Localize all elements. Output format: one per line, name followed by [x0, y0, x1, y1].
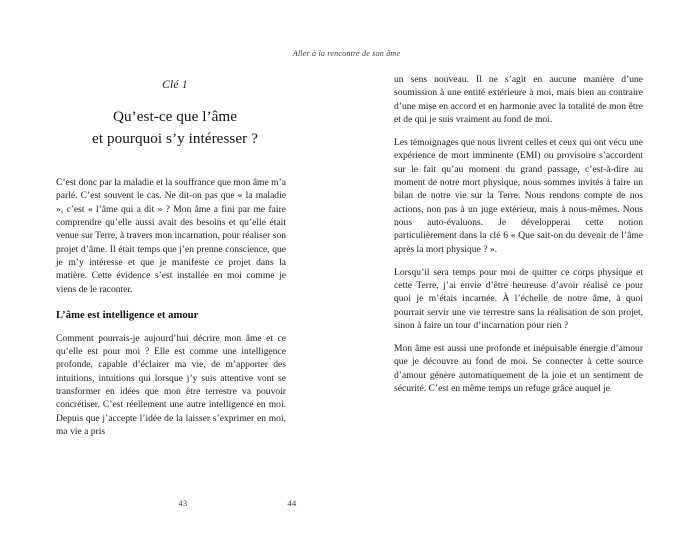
chapter-title-line-1: Qu’est-ce que l’âme [112, 107, 238, 125]
page-title [40, 106, 310, 150]
page-right [287, 0, 700, 550]
paragraph: Lorsqu’il sera temps pour moi de quitter ce corps physique et cette Terre, j’ai envie d’être heureuse d’avoir réalisé ce pour quoi je m’étais incarnée. À l’échelle de notre âme, à quoi pourrait servir une vie terrestre sans la réalisation de son projet, sinon à faire un tour d’incarnation pour rien ? [394, 266, 643, 332]
paragraph: Les témoignages que nous livrent celles et ceux qui ont vécu une expérience de mort imminente (EMI) ou provisoire s’accordent sur le fait qu’au moment du grand passage, c’est-à-dire au moment de notre mort physique, nous sommes invités à faire un bilan de notre vie sur la Terre. Nous rendons compte de nos actions, non pas à un juge extérieur, mais à nous-mêmes. Nous nous auto-évaluons. Je développerai cette notion particulièrement dans la clé 6 « Que sait-on du devenir de l’âme après la mort physique ? ». [394, 136, 643, 255]
running-header: Aller à la rencontre de son âme [292, 49, 401, 58]
paragraph: C’est donc par la maladie et la souffrance que mon âme m’a parlé. C’est souvent le cas. Ne dit-on pas que « la maladie », c’est « l’âme qui a dit » ? Mon âme a fini par me faire comprendre qu’elle aussi avait des besoins et qu’elle était venue sur Terre, à travers mon incarnation, pour réaliser son projet d’âme. Il était temps que j’en prenne conscience, que je m’y intéresse et que je manifeste ce projet dans la matière. Cette évidence s’est installée en moi comme je viens de le raconter. [56, 177, 286, 295]
page-number-left: 43 [178, 499, 188, 508]
paragraph: Mon âme est aussi une profonde et inépuisable énergie d’amour que je découvre au fond de moi. Se connecter à cette source d’amour génère automatiquement de la joie et un sentiment de sécurité. C’est en même temps un refuge grâce auquel je [394, 342, 643, 394]
left-page-body [56, 176, 286, 438]
chapter-title-line-2: et pourquoi s’y intéresser ? [92, 129, 258, 147]
right-page-body [394, 73, 643, 395]
chapter-title-block [40, 79, 310, 150]
paragraph: un sens nouveau. Il ne s’agit en aucune manière d’une soumission à une entité extérieure à moi, mais bien au contraire d’une mise en accord et en harmonie avec la totalité de mon être et de qui je suis vraiment au fond de moi. [394, 74, 643, 126]
paragraph: Comment pourrais-je aujourd’hui décrire mon âme et ce qu’elle est pour moi ? Elle est comme une intelligence profonde, capable d’éclairer ma vie, de m’apporter des intuitions, intuitions qui lorsque j’y suis attentive vont se transformer en idées que mon être terrestre va pouvoir concrétiser. C’est réellement une autre intelligence en moi. Depuis que j’accepte l’idée de la laisser s’exprimer en moi, ma vie a pris [56, 332, 286, 437]
chapter-key-label: Clé 1 [162, 79, 188, 91]
section-subheading: L’âme est intelligence et amour [56, 309, 199, 321]
page-number-right: 44 [287, 499, 297, 508]
